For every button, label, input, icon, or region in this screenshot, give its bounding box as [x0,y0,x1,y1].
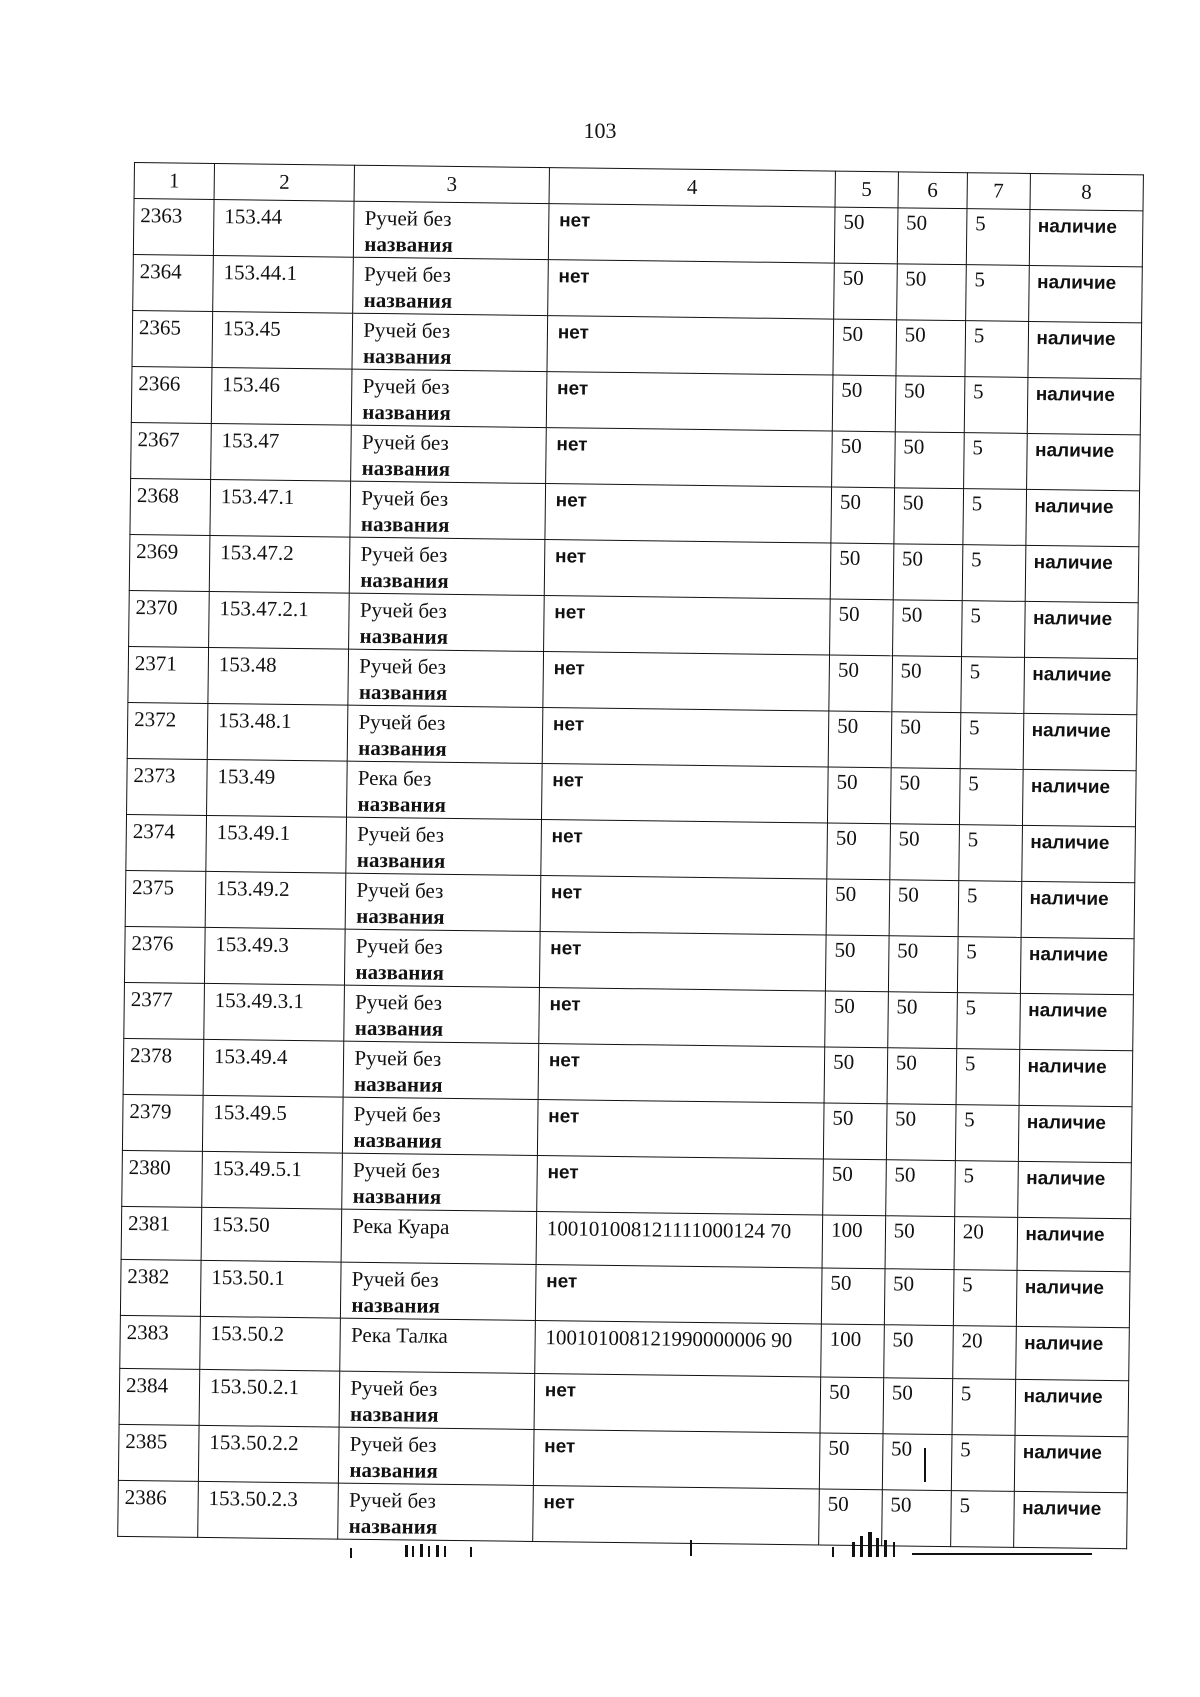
value-col-7: 5 [951,1491,1014,1548]
value-col-6: 50 [894,432,964,489]
row-number: 2364 [133,254,214,311]
value-col-7: 5 [964,377,1027,434]
value-col-6: 50 [885,1216,955,1270]
value-col-7: 5 [956,1049,1019,1106]
row-number: 2371 [128,646,209,703]
registry-code: нет [535,1264,822,1323]
value-col-6: 50 [890,768,960,825]
water-body-name-line2: названия [357,791,447,817]
water-body-name [352,369,547,427]
water-body-name [349,593,544,651]
row-code: 153.44 [213,199,354,257]
row-number: 2369 [129,534,210,591]
availability-status: наличие [1024,601,1138,658]
water-body-name-line1: Ручей без [363,261,452,287]
water-body-name-line1: Река без [357,765,432,791]
water-body-name [350,537,545,595]
water-body-name-line2: названия [349,1457,439,1483]
row-code: 153.49.4 [203,1039,344,1097]
water-body-name-line1: Ручей без [361,429,449,455]
value-col-5: 50 [830,543,893,600]
value-col-6: 50 [890,824,960,881]
value-col-5: 50 [834,207,897,264]
availability-status: наличие [1026,433,1140,490]
row-number: 2378 [123,1038,204,1095]
row-number: 2370 [129,590,210,647]
registry-code: нет [533,1429,820,1488]
row-code: 153.47 [211,423,352,481]
water-body-name-line2: названия [364,231,453,257]
column-header: 2 [214,163,355,201]
row-code: 153.46 [211,367,352,425]
row-code: 153.44.1 [213,255,354,313]
value-col-5: 50 [819,1433,882,1490]
registry-code: нет [540,876,827,935]
scan-artifact [868,1532,872,1557]
row-number: 2385 [118,1424,199,1481]
value-col-5: 50 [821,1268,884,1325]
value-col-7: 5 [966,209,1029,266]
value-col-6: 50 [896,264,966,321]
water-body-name-line2: названия [360,567,449,593]
water-body-name-line2: названия [349,1401,439,1427]
row-number: 2382 [120,1259,201,1316]
row-code: 153.49.5 [202,1095,343,1153]
registry-code: нет [533,1485,820,1544]
availability-status: наличие [1017,1217,1131,1271]
water-body-name-line1: Река Талка [350,1322,448,1348]
water-body-name-line1: Ручей без [364,205,452,231]
water-body-name-line1: Река Куара [352,1213,450,1239]
row-code: 153.47.1 [210,479,351,537]
water-body-name-line2: названия [356,903,445,929]
water-body-name-line1: Ручей без [352,1157,441,1183]
row-code: 153.49 [206,759,347,817]
value-col-5: 50 [829,655,892,712]
row-code: 153.49.3.1 [204,983,345,1041]
water-body-name-line2: названия [361,455,451,481]
registry-code: нет [542,708,829,767]
row-code: 153.48.1 [207,703,348,761]
value-col-7: 5 [958,881,1021,938]
value-col-6: 50 [897,208,967,265]
row-code: 153.48 [208,647,349,705]
availability-status: наличие [1029,209,1143,266]
registry-code: нет [541,820,828,879]
water-body-name-line2: названия [355,959,445,985]
water-bodies-table-wrapper [117,162,1144,1549]
water-body-name-line2: названия [362,343,452,369]
value-col-5: 50 [828,767,891,824]
water-body-name [347,761,542,819]
column-header: 8 [1030,173,1144,210]
row-number: 2381 [121,1206,202,1260]
value-col-6: 50 [884,1269,954,1326]
row-number: 2367 [131,422,212,479]
availability-status: наличие [1018,1105,1132,1162]
value-col-7: 5 [965,321,1028,378]
value-col-6: 50 [889,880,959,937]
water-body-name [346,817,541,875]
row-code: 153.50.2.2 [198,1425,339,1483]
availability-status: наличие [1013,1491,1127,1548]
water-body-name-line2: названия [353,1071,443,1097]
value-col-7: 5 [960,713,1023,770]
row-code: 153.47.2.1 [209,591,350,649]
value-col-6: 50 [886,1104,956,1161]
row-number: 2384 [119,1368,200,1425]
row-code: 153.50.1 [200,1260,341,1318]
registry-code: нет [539,988,826,1047]
value-col-7: 5 [953,1270,1016,1327]
water-body-name [353,257,548,315]
water-body-name [346,873,541,931]
row-code: 153.50.2 [200,1316,341,1371]
water-body-name [341,1262,536,1320]
value-col-6: 50 [881,1490,951,1547]
registry-code: нет [543,596,830,655]
water-body-name-line2: названия [354,1015,444,1041]
availability-status: наличие [1025,545,1139,602]
value-col-5: 50 [826,879,889,936]
registry-code: нет [547,316,834,375]
registry-code: нет [537,1156,824,1215]
row-number: 2368 [130,478,211,535]
water-body-name [352,313,547,371]
availability-status: наличие [1015,1379,1129,1436]
availability-status: наличие [1028,265,1142,322]
scan-artifact [860,1536,863,1557]
water-body-name-line2: названия [348,1513,438,1539]
water-body-name-line2: названия [352,1183,442,1209]
availability-status: наличие [1019,1049,1133,1106]
value-col-5: 50 [832,375,895,432]
value-col-5: 50 [826,935,889,992]
value-col-7: 20 [953,1326,1016,1380]
registry-code: нет [544,540,831,599]
value-col-5: 50 [825,991,888,1048]
availability-status: наличие [1020,937,1134,994]
row-number: 2372 [127,702,208,759]
water-body-name-line2: названия [362,399,451,425]
value-col-5: 50 [823,1103,886,1160]
page-number: 103 [583,118,617,143]
water-body-name-line1: Ручей без [355,933,443,959]
water-body-name-line1: Ручей без [353,1101,441,1127]
water-body-name-line1: Ручей без [348,1487,437,1513]
row-number: 2363 [133,199,214,256]
scan-artifact [832,1547,834,1557]
availability-status: наличие [1019,993,1133,1050]
water-body-name-line1: Ручей без [357,821,445,847]
water-body-name-line1: Ручей без [359,653,447,679]
water-body-name-line1: Ручей без [361,485,449,511]
value-col-5: 50 [827,823,890,880]
availability-status: наличие [1023,657,1137,714]
water-body-name [338,1483,533,1541]
value-col-6: 50 [895,376,965,433]
water-body-name-line1: Ручей без [358,709,446,735]
scan-artifact [690,1540,692,1556]
water-bodies-table [117,162,1144,1549]
value-col-6: 50 [893,544,963,601]
registry-code: нет [545,484,832,543]
registry-code: нет [534,1373,821,1432]
value-col-6: 50 [892,600,962,657]
registry-code: нет [545,428,832,487]
column-header: 6 [898,172,968,209]
row-number: 2379 [122,1094,203,1151]
availability-status: наличие [1023,713,1137,770]
scan-artifact [436,1545,439,1557]
registry-code: нет [543,652,830,711]
water-body-name [344,985,539,1043]
registry-code: нет [548,204,835,263]
water-body-name-line2: названия [356,847,446,873]
value-col-5: 100 [821,1324,884,1378]
availability-status: наличие [1014,1435,1128,1492]
row-number: 2373 [127,758,208,815]
scan-artifact [428,1546,430,1557]
row-number: 2380 [122,1150,203,1207]
availability-status: наличие [1015,1326,1129,1380]
availability-status: наличие [1016,1270,1130,1327]
value-col-7: 5 [952,1379,1015,1436]
water-body-name-line2: названия [360,511,450,537]
value-col-7: 5 [955,1161,1018,1218]
water-body-name-line1: Ручей без [350,1375,438,1401]
row-code: 153.49.3 [204,927,345,985]
value-col-6: 50 [894,488,964,545]
scan-artifact [876,1538,879,1557]
row-number: 2366 [131,366,212,423]
value-col-5: 50 [831,487,894,544]
registry-code: нет [547,260,834,319]
registry-code: нет [541,764,828,823]
water-body-name-line1: Ручей без [349,1431,437,1457]
scan-artifact [884,1540,887,1557]
scan-artifact [412,1546,414,1557]
row-number: 2375 [125,870,206,927]
registry-code: 100101008121990000006 90 [535,1320,822,1376]
column-header: 7 [967,173,1030,210]
value-col-5: 50 [823,1159,886,1216]
row-code: 153.49.5.1 [202,1151,343,1209]
value-col-5: 50 [833,319,896,376]
value-col-7: 5 [959,769,1022,826]
value-col-7: 5 [951,1435,1014,1492]
water-body-name [341,1209,536,1264]
water-body-name [351,425,546,483]
registry-code: нет [538,1044,825,1103]
value-col-7: 5 [959,825,1022,882]
value-col-5: 50 [819,1489,882,1546]
row-code: 153.49.1 [206,815,347,873]
water-body-name-line1: Ручей без [354,1045,442,1071]
value-col-6: 50 [888,936,958,993]
water-body-name-line1: Ручей без [354,989,443,1015]
value-col-5: 50 [832,431,895,488]
availability-status: наличие [1022,769,1136,826]
row-number: 2376 [124,926,205,983]
value-col-6: 50 [885,1160,955,1217]
scan-artifact [893,1542,895,1557]
scan-artifact [405,1545,408,1557]
water-body-name [350,481,545,539]
water-body-name-line1: Ручей без [363,317,451,343]
value-col-5: 50 [830,599,893,656]
value-col-7: 5 [962,545,1025,602]
row-code: 153.49.2 [205,871,346,929]
availability-status: наличие [1017,1161,1131,1218]
water-body-name-line1: Ручей без [359,597,447,623]
scan-artifact [924,1448,926,1482]
registry-code: нет [546,372,833,431]
water-body-name-line1: Ручей без [356,877,444,903]
row-number: 2374 [126,814,207,871]
value-col-6: 50 [883,1378,953,1435]
water-body-name [345,929,540,987]
value-col-6: 50 [896,320,966,377]
table-body [118,199,1143,1549]
water-body-name [339,1371,534,1429]
value-col-6: 50 [887,1048,957,1105]
registry-code: 100101008121111000124 70 [536,1211,823,1267]
column-header: 5 [835,171,898,208]
column-header: 3 [354,165,549,203]
row-number: 2365 [132,310,213,367]
water-body-name [343,1041,538,1099]
value-col-5: 50 [834,263,897,320]
water-body-name [348,705,543,763]
row-code: 153.50.2.3 [198,1481,339,1539]
row-code: 153.50.2.1 [199,1369,340,1427]
value-col-7: 5 [961,657,1024,714]
value-col-7: 5 [961,601,1024,658]
availability-status: наличие [1021,825,1135,882]
water-body-name [340,1318,535,1373]
availability-status: наличие [1025,489,1139,546]
value-col-5: 100 [822,1215,885,1269]
water-body-name [348,649,543,707]
value-col-5: 50 [820,1377,883,1434]
water-body-name-line2: названия [358,735,447,761]
scan-artifact [470,1547,472,1557]
scan-artifact [852,1542,855,1557]
water-body-name-line2: названия [351,1292,441,1318]
row-number: 2377 [124,982,205,1039]
water-body-name-line1: Ручей без [351,1266,439,1292]
value-col-7: 5 [965,265,1028,322]
availability-status: наличие [1027,377,1141,434]
column-header: 4 [549,168,836,207]
value-col-7: 20 [954,1217,1017,1271]
value-col-6: 50 [891,712,961,769]
row-number: 2386 [118,1480,199,1537]
value-col-7: 5 [957,937,1020,994]
water-body-name-line1: Ручей без [360,541,448,567]
value-col-6: 50 [882,1434,952,1491]
water-body-name-line1: Ручей без [362,373,450,399]
water-body-name [354,201,549,259]
registry-code: нет [539,932,826,991]
value-col-5: 50 [824,1047,887,1104]
availability-status: наличие [1021,881,1135,938]
water-body-name [343,1097,538,1155]
water-body-name [342,1153,537,1211]
row-code: 153.47.2 [209,535,350,593]
water-body-name-line2: названия [363,287,453,313]
water-body-name-line2: названия [353,1127,443,1153]
water-body-name-line2: названия [358,679,448,705]
value-col-7: 5 [957,993,1020,1050]
value-col-7: 5 [963,433,1026,490]
row-code: 153.50 [201,1207,342,1262]
value-col-7: 5 [955,1105,1018,1162]
column-header: 1 [134,163,214,200]
water-body-name [339,1427,534,1485]
registry-code: нет [537,1100,824,1159]
availability-status: наличие [1027,321,1141,378]
scan-artifact [350,1548,352,1558]
value-col-6: 50 [887,992,957,1049]
row-code: 153.45 [212,311,353,369]
scan-artifact [912,1553,1092,1555]
value-col-7: 5 [963,489,1026,546]
value-col-6: 50 [883,1325,953,1379]
value-col-6: 50 [892,656,962,713]
water-body-name-line2: названия [359,623,449,649]
row-number: 2383 [120,1315,201,1369]
value-col-5: 50 [828,711,891,768]
scan-artifact [444,1546,446,1557]
scan-artifact [420,1544,423,1557]
table-row [118,1480,1128,1548]
